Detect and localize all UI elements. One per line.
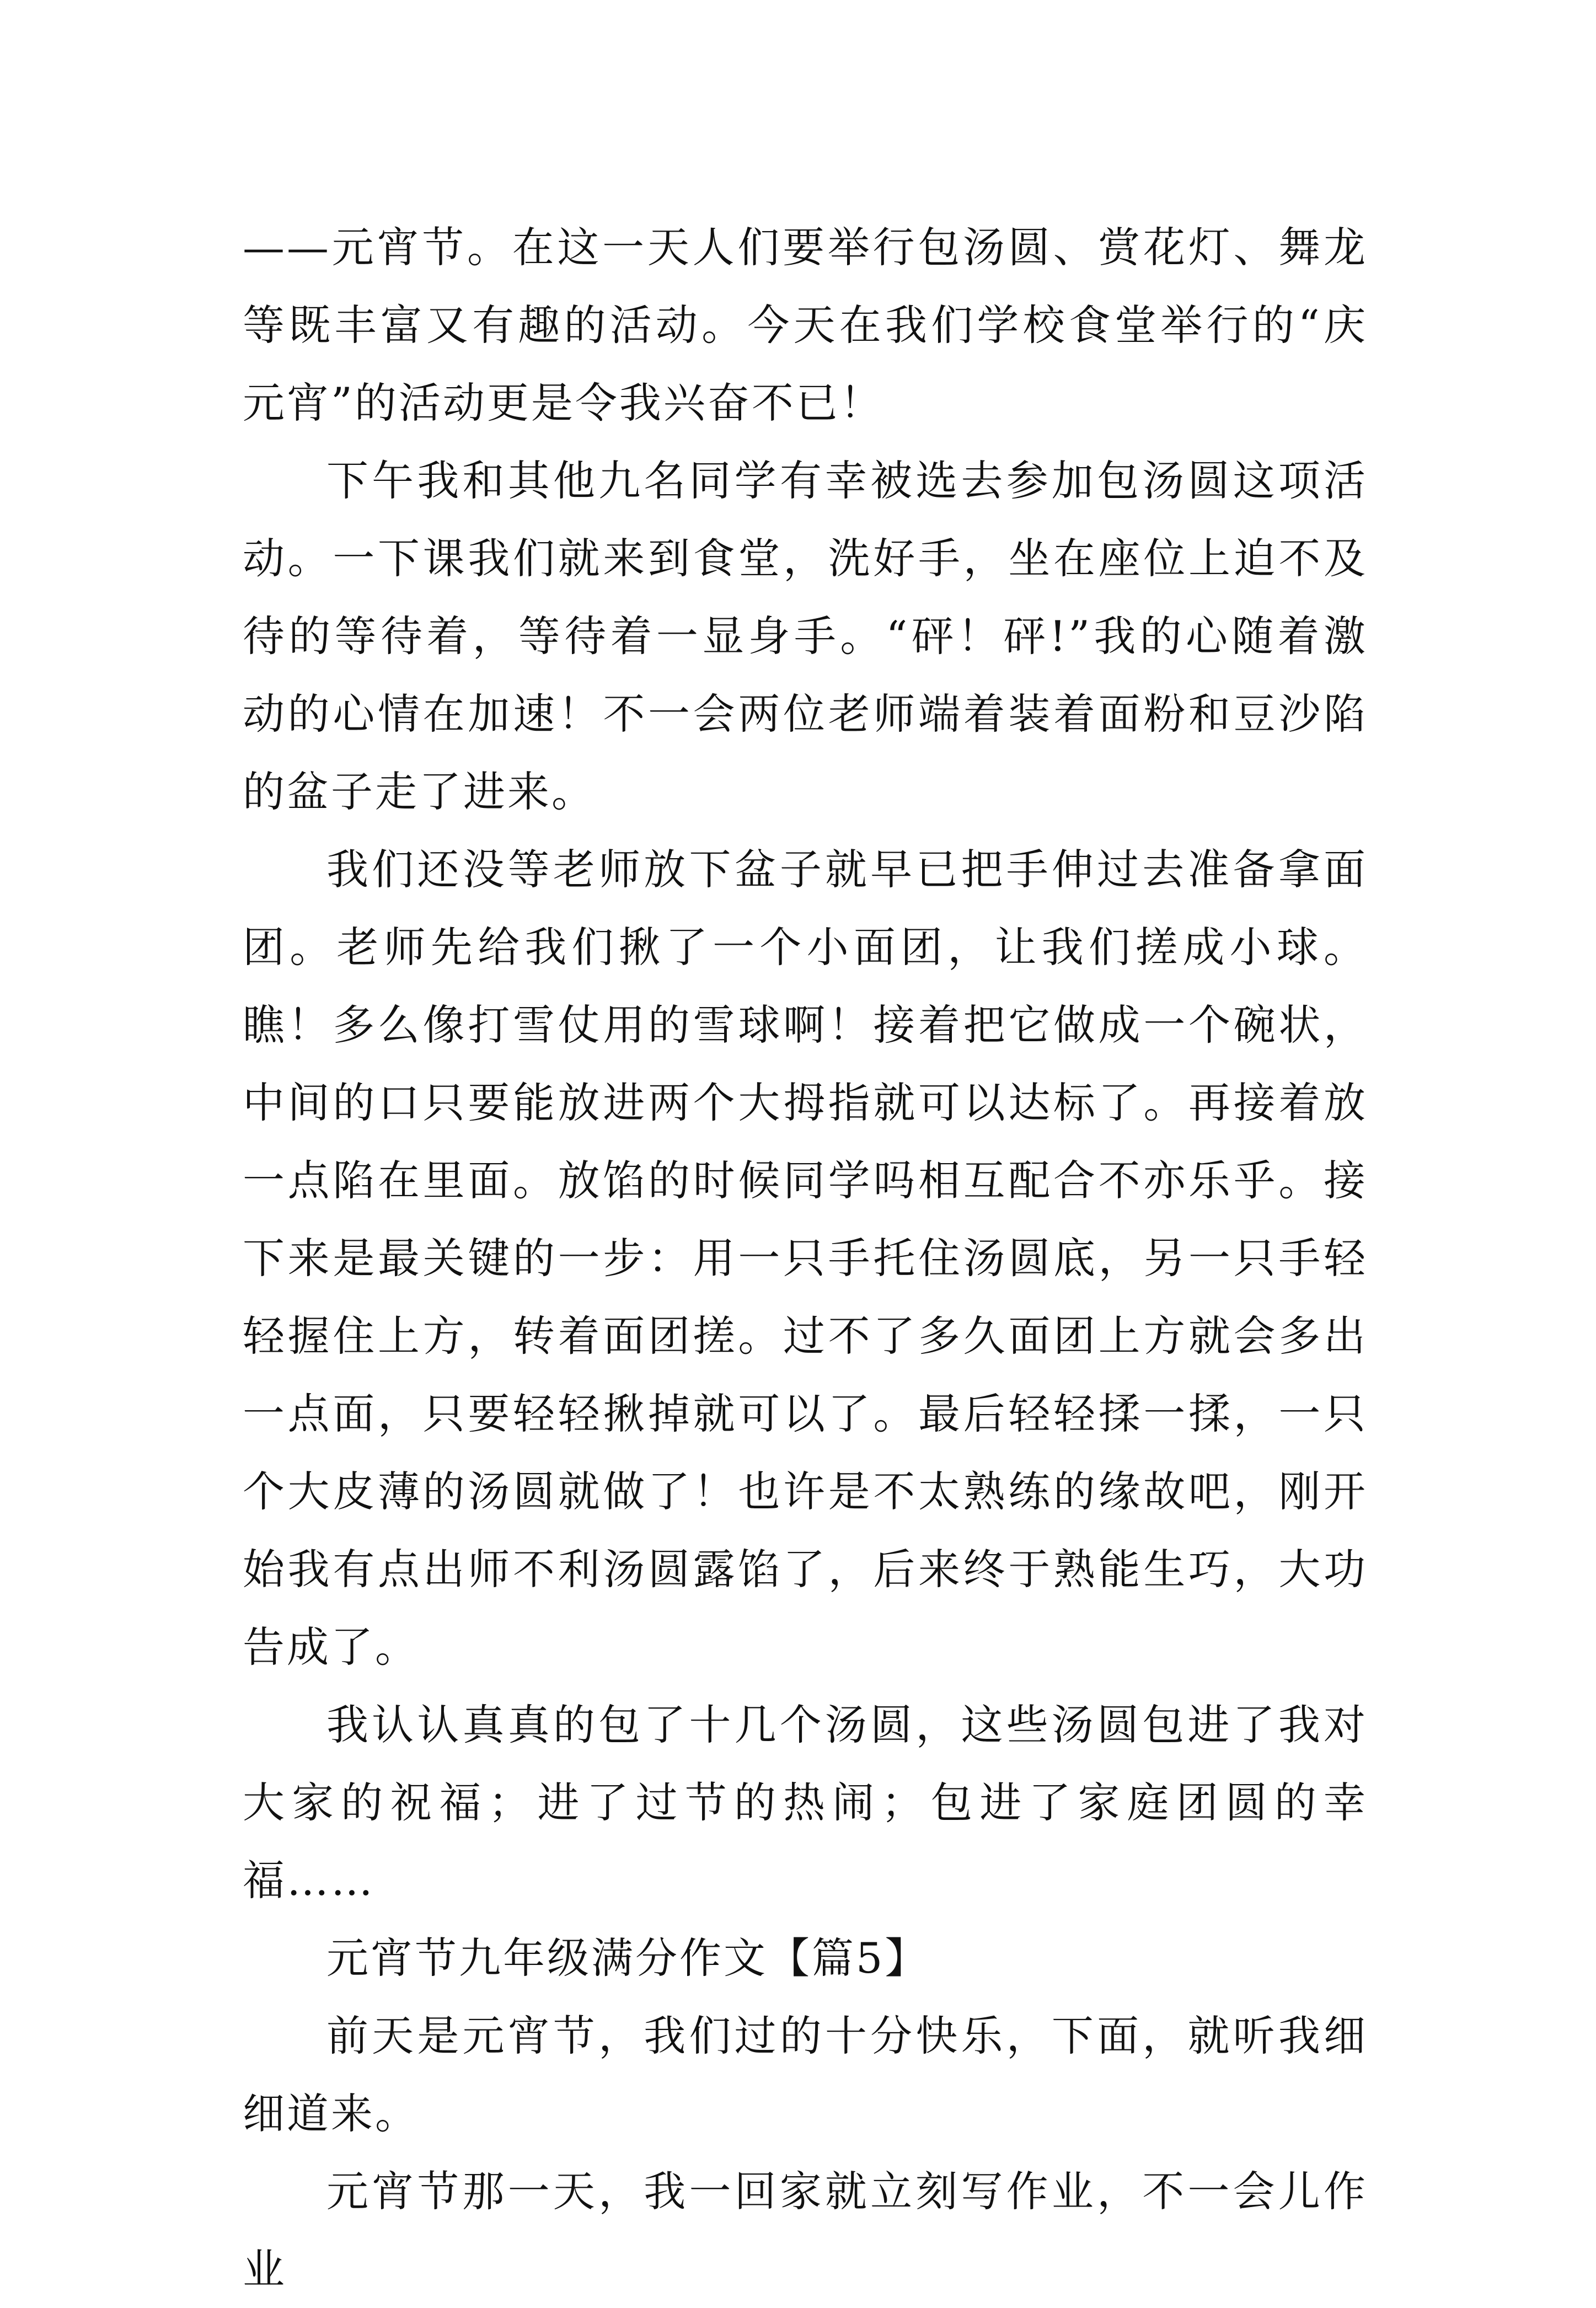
paragraph-homework: 元宵节那一天，我一回家就立刻写作业，不一会儿作业 <box>243 2167 1368 2294</box>
paragraph-intro: ——元宵节。在这一天人们要举行包汤圆、赏花灯、舞龙等既丰富又有趣的活动。今天在我们学校食堂举行的“庆元宵”的活动更是令我兴奋不已！ <box>243 223 1368 427</box>
paragraph-blessing: 我认认真真的包了十几个汤圆，这些汤圆包进了我对大家的祝福；进了过节的热闹；包进了家庭团圆的幸福…… <box>243 1700 1368 1905</box>
paragraph-making-tangyuan: 我们还没等老师放下盆子就早已把手伸过去准备拿面团。老师先给我们揪了一个小面团，让我们搓成小球。瞧！多么像打雪仗用的雪球啊！接着把它做成一个碗状，中间的口只要能放进两个大拇指就可以达标了。再接着放一点陷在里面。放馅的时候同学吗相互配合不亦乐乎。接下来是最关键的一步：用一只手托住汤圆底，另一只手轻轻握住上方，转着面团搓。过不了多久面团上方就会多出一点面，只要轻轻揪掉就可以了。最后轻轻揉一揉，一只个大皮薄的汤圆就做了！也许是不太熟练的缘故吧，刚开始我有点出师不利汤圆露馅了，后来终于熟能生巧，大功告成了。 <box>243 845 1368 1672</box>
document-body <box>243 208 1368 2308</box>
section-heading: 元宵节九年级满分作文【篇5】 <box>326 1934 929 1983</box>
paragraph-afternoon: 下午我和其他九名同学有幸被选去参加包汤圆这项活动。一下课我们就来到食堂，洗好手，坐在座位上迫不及待的等待着，等待着一显身手。“砰！砰!”我的心随着激动的心情在加速！不一会两位老师端着装着面粉和豆沙陷的盆子走了进来。 <box>243 456 1368 816</box>
paragraph-lantern-day: 前天是元宵节，我们过的十分快乐，下面，就听我细细道来。 <box>243 2011 1368 2138</box>
